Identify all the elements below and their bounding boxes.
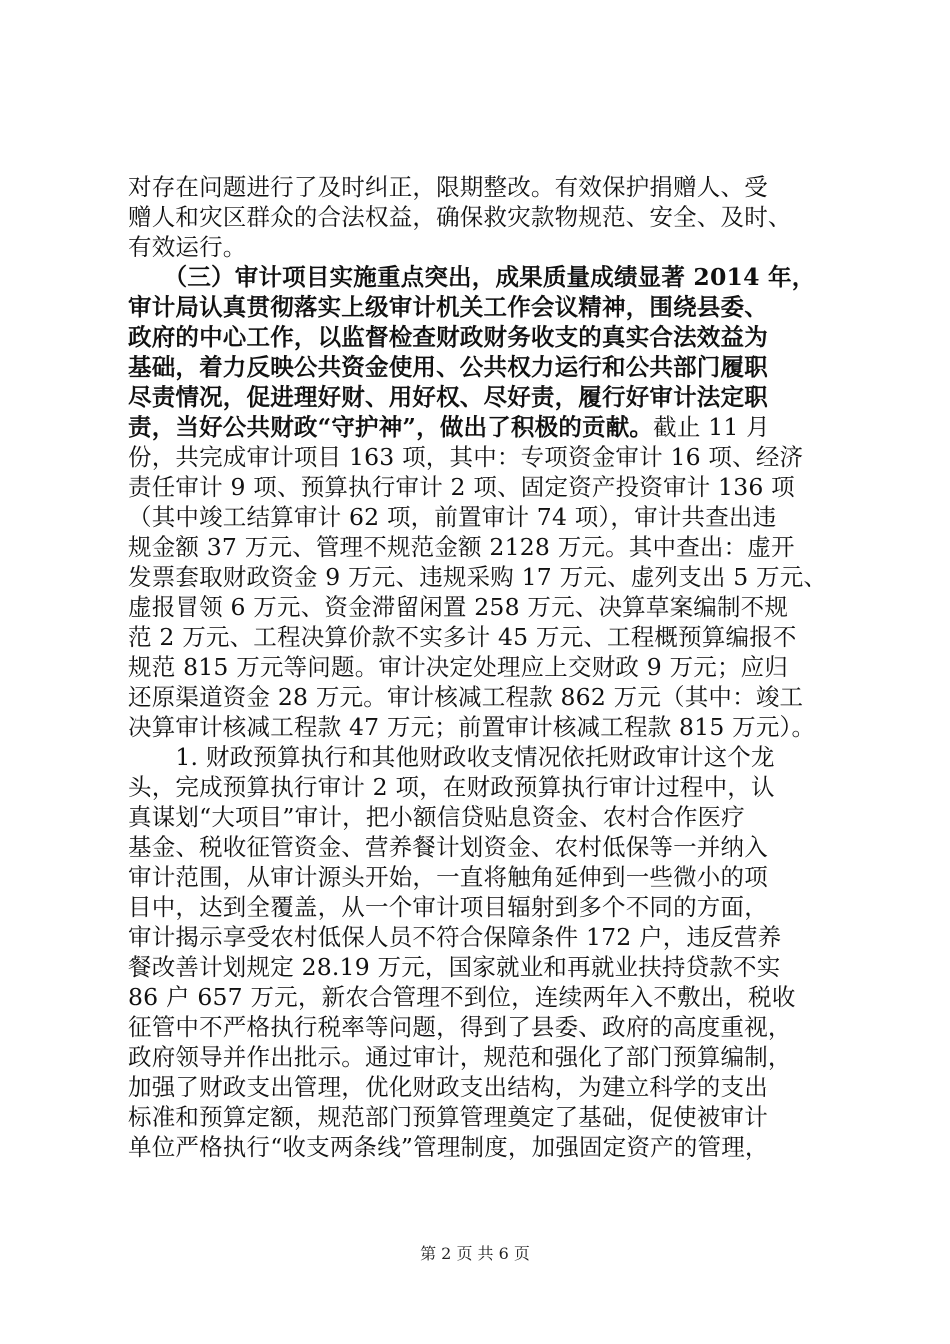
text-line: 责任审计 9 项、预算执行审计 2 项、固定资产投资审计 136 项 xyxy=(128,473,795,501)
text-line-mixed xyxy=(128,412,844,442)
text-line: 尽责情况，促进理好财、用好权、尽好责，履行好审计法定职 xyxy=(128,383,768,411)
text-line: 决算审计核减工程款 47 万元；前置审计核减工程款 815 万元）。 xyxy=(128,713,816,741)
text-line: 基础，着力反映公共资金使用、公共权力运行和公共部门履职 xyxy=(128,353,768,381)
text-line: 餐改善计划规定 28.19 万元，国家就业和再就业扶持贷款不实 xyxy=(128,953,781,981)
text-line: 还原渠道资金 28 万元。审计核减工程款 862 万元（其中：竣工 xyxy=(128,683,804,711)
text-line: 加强了财政支出管理，优化财政支出结构，为建立科学的支出 xyxy=(128,1073,768,1101)
bold-segment: 责，当好公共财政“守护神”，做出了积极的贡献。 xyxy=(128,413,654,441)
text-line: 审计范围，从审计源头开始，一直将触角延伸到一些微小的项 xyxy=(128,863,768,891)
text-line: 审计揭示享受农村低保人员不符合保障条件 172 户，违反营养 xyxy=(128,923,782,951)
text-line: 单位严格执行“收支两条线”管理制度，加强固定资产的管理， xyxy=(128,1133,769,1161)
text-line: 规范 815 万元等问题。审计决定处理应上交财政 9 万元；应归 xyxy=(128,653,789,681)
page-number-footer: 第 2 页 共 6 页 xyxy=(420,1244,530,1263)
text-line: 目中，达到全覆盖，从一个审计项目辐射到多个不同的方面， xyxy=(128,893,768,921)
section-heading-line: （三）审计项目实施重点突出，成果质量成绩显著 2014 年， xyxy=(128,263,816,291)
text-line: （其中竣工结算审计 62 项，前置审计 74 项），审计共查出违 xyxy=(128,503,777,531)
text-line: 对存在问题进行了及时纠正，限期整改。有效保护捐赠人、受 xyxy=(128,173,768,201)
text-line: 有效运行。 xyxy=(128,233,247,261)
text-line: 份，共完成审计项目 163 项，其中：专项资金审计 16 项、经济 xyxy=(128,443,804,471)
text-line: 规金额 37 万元、管理不规范金额 2128 万元。其中查出：虚开 xyxy=(128,533,795,561)
subsection-line: 1. 财政预算执行和其他财政收支情况依托财政审计这个龙 xyxy=(128,743,775,771)
text-line: 征管中不严格执行税率等问题，得到了县委、政府的高度重视， xyxy=(128,1013,792,1041)
text-line: 基金、税收征管资金、营养餐计划资金、农村低保等一并纳入 xyxy=(128,833,768,861)
text-line: 范 2 万元、工程决算价款不实多计 45 万元、工程概预算编报不 xyxy=(128,623,797,651)
regular-segment: 截止 11 月 xyxy=(653,413,770,441)
text-line: 政府领导并作出批示。通过审计，规范和强化了部门预算编制， xyxy=(128,1043,792,1071)
text-line: 86 户 657 万元，新农合管理不到位，连续两年入不敷出，税收 xyxy=(128,983,796,1011)
text-line: 标准和预算定额，规范部门预算管理奠定了基础，促使被审计 xyxy=(128,1103,768,1131)
text-line: 虚报冒领 6 万元、资金滞留闲置 258 万元、决算草案编制不规 xyxy=(128,593,789,621)
text-line: 头，完成预算执行审计 2 项，在财政预算执行审计过程中，认 xyxy=(128,773,775,801)
text-line: 赠人和灾区群众的合法权益，确保救灾款物规范、安全、及时、 xyxy=(128,203,792,231)
text-line: 发票套取财政资金 9 万元、违规采购 17 万元、虚列支出 5 万元、 xyxy=(128,563,828,591)
text-line: 政府的中心工作，以监督检查财政财务收支的真实合法效益为 xyxy=(128,323,768,351)
text-line: 审计局认真贯彻落实上级审计机关工作会议精神，围绕县委、 xyxy=(128,293,768,321)
text-line: 真谋划“大项目”审计，把小额信贷贴息资金、农村合作医疗 xyxy=(128,803,745,831)
body-text xyxy=(128,172,844,1162)
